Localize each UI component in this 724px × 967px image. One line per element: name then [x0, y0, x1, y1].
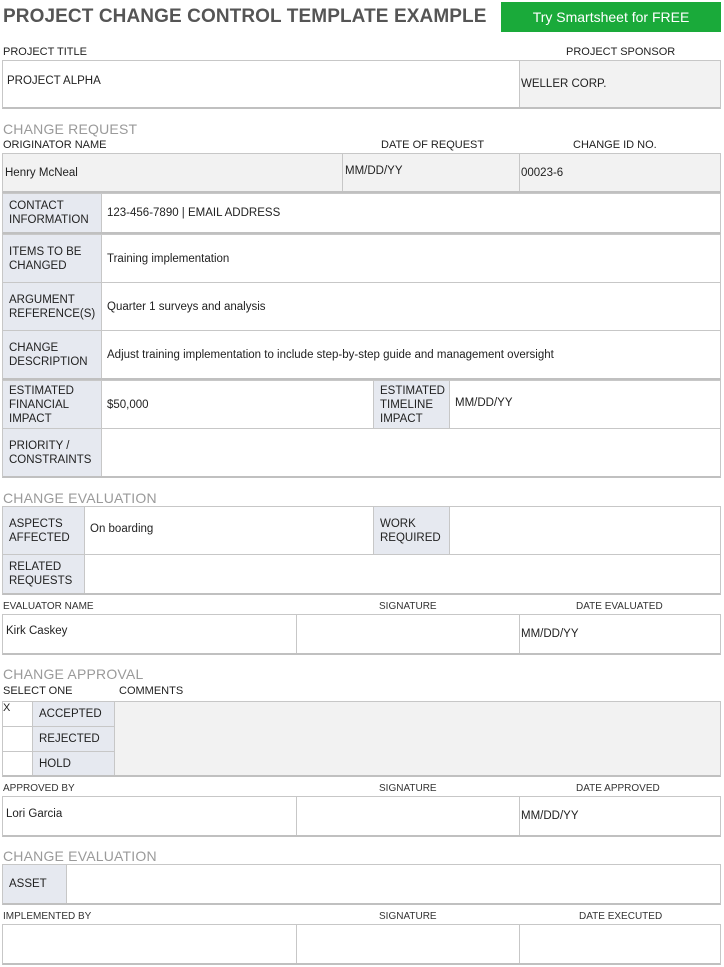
description-label: CHANGE DESCRIPTION — [3, 331, 101, 378]
priority-field[interactable] — [102, 429, 720, 476]
description-field[interactable]: Adjust training implementation to include step-by-step guide and management oversight — [107, 348, 554, 361]
work-required-field[interactable] — [450, 507, 720, 554]
items-label: ITEMS TO BE CHANGED — [3, 235, 101, 282]
hold-option-label: HOLD — [33, 752, 114, 775]
aspects-label: ASPECTS AFFECTED — [3, 507, 84, 554]
implementation-row — [2, 924, 721, 965]
hold-checkbox[interactable] — [3, 752, 32, 775]
evaluator-signature-field[interactable] — [297, 615, 519, 653]
aspects-field[interactable]: On boarding — [90, 522, 154, 535]
evaluator-name-label: EVALUATOR NAME — [3, 601, 94, 612]
try-smartsheet-button[interactable]: Try Smartsheet for FREE — [501, 2, 721, 32]
related-requests-label: RELATED REQUESTS — [3, 555, 84, 593]
contact-label: CONTACT INFORMATION — [3, 194, 101, 232]
change-request-heading: CHANGE REQUEST — [3, 121, 138, 137]
accepted-checkbox[interactable]: X — [3, 702, 11, 714]
argument-field[interactable]: Quarter 1 surveys and analysis — [107, 300, 266, 313]
change-id-field[interactable]: 00023-6 — [520, 154, 720, 191]
date-approved-field[interactable]: MM/DD/YY — [521, 810, 579, 822]
evaluator-row — [2, 614, 721, 655]
timeline-impact-field[interactable]: MM/DD/YY — [455, 397, 513, 409]
related-requests-field[interactable] — [85, 555, 720, 593]
argument-label: ARGUMENT REFERENCE(S) — [3, 283, 101, 330]
financial-impact-field[interactable]: $50,000 — [107, 398, 149, 411]
project-box — [2, 60, 721, 109]
project-sponsor-field[interactable]: WELLER CORP. — [520, 61, 720, 107]
approved-by-field[interactable]: Lori Garcia — [6, 808, 63, 820]
originator-field[interactable]: Henry McNeal — [3, 154, 342, 191]
project-title-label: PROJECT TITLE — [3, 46, 87, 58]
change-id-label: CHANGE ID NO. — [573, 139, 657, 151]
change-approval-heading: CHANGE APPROVAL — [3, 666, 144, 682]
implementation-signature-field[interactable] — [297, 925, 519, 963]
comments-field[interactable] — [115, 702, 720, 775]
impact-block — [2, 380, 721, 478]
project-title-field[interactable]: PROJECT ALPHA — [7, 75, 101, 87]
approved-by-label: APPROVED BY — [3, 783, 75, 794]
rejected-option-label: REJECTED — [33, 727, 114, 751]
work-required-label: WORK REQUIRED — [374, 507, 449, 554]
rejected-checkbox[interactable] — [3, 727, 32, 751]
date-executed-label: DATE EXECUTED — [579, 911, 663, 922]
originator-label: ORIGINATOR NAME — [3, 139, 107, 151]
asset-label: ASSET — [3, 865, 66, 903]
comments-label: COMMENTS — [119, 685, 184, 697]
date-executed-field[interactable] — [520, 925, 720, 963]
date-of-request-label: DATE OF REQUEST — [381, 139, 485, 151]
asset-field[interactable] — [67, 865, 720, 903]
implemented-by-label: IMPLEMENTED BY — [3, 911, 92, 922]
asset-row — [2, 864, 721, 905]
contact-row — [2, 193, 721, 234]
page-title: PROJECT CHANGE CONTROL TEMPLATE EXAMPLE — [3, 6, 487, 27]
timeline-impact-label: ESTIMATED TIMELINE IMPACT — [374, 381, 449, 428]
implementation-signature-label: SIGNATURE — [379, 911, 437, 922]
date-evaluated-label: DATE EVALUATED — [576, 601, 663, 612]
change-evaluation-heading: CHANGE EVALUATION — [3, 490, 157, 506]
accepted-option-label: ACCEPTED — [33, 702, 114, 726]
evaluation-block — [2, 506, 721, 595]
items-field[interactable]: Training implementation — [107, 252, 230, 265]
select-one-label: SELECT ONE — [3, 685, 73, 697]
evaluator-signature-label: SIGNATURE — [379, 601, 437, 612]
implemented-by-field[interactable] — [3, 925, 296, 963]
approval-signature-field[interactable] — [297, 797, 519, 835]
evaluator-name-field[interactable]: Kirk Caskey — [6, 625, 68, 637]
originator-row — [2, 153, 721, 193]
date-of-request-field[interactable]: MM/DD/YY — [343, 154, 519, 191]
contact-field[interactable]: 123-456-7890 | EMAIL ADDRESS — [107, 207, 281, 219]
date-evaluated-field[interactable]: MM/DD/YY — [521, 628, 579, 640]
approval-block — [2, 701, 721, 777]
date-approved-label: DATE APPROVED — [576, 783, 660, 794]
approval-row — [2, 796, 721, 837]
priority-label: PRIORITY / CONSTRAINTS — [3, 429, 101, 476]
project-sponsor-label: PROJECT SPONSOR — [566, 46, 676, 58]
approval-signature-label: SIGNATURE — [379, 783, 437, 794]
change-details-block — [2, 234, 721, 380]
financial-impact-label: ESTIMATED FINANCIAL IMPACT — [3, 381, 101, 428]
implementation-heading: CHANGE EVALUATION — [3, 848, 157, 864]
